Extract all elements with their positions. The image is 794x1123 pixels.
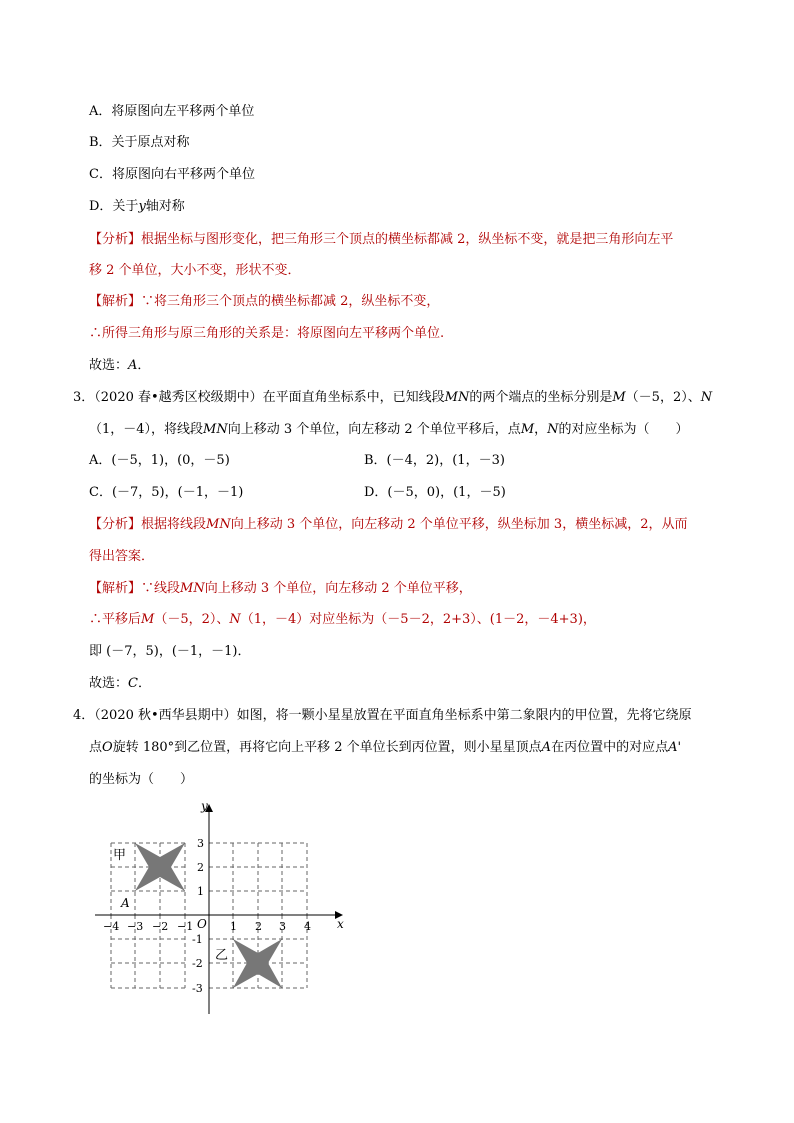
option-d-suffix: 轴对称: [145, 199, 185, 214]
x-tick-label: −4: [103, 920, 120, 933]
solution-text: ∴平移后: [89, 612, 142, 627]
solution-text: ∵线段: [141, 581, 181, 596]
option-b: B．关于原点对称: [89, 135, 190, 150]
analysis-text: 根据将线段: [141, 517, 207, 532]
answer-suffix: ．: [137, 676, 151, 691]
label-point-a: A: [121, 896, 130, 910]
segment-mn: MN: [180, 581, 205, 596]
coordinate-figure: [85, 800, 365, 1020]
segment-mn: MN: [203, 422, 228, 437]
option-d-prefix: D．关于: [89, 199, 139, 214]
solution-tag: 【解析】: [89, 581, 142, 596]
q3-stem-line2: [89, 421, 689, 439]
x-tick-label: 2: [255, 920, 262, 933]
q3-stem-text: 的两个端点的坐标分别是: [469, 390, 613, 405]
q3-analysis-line1: [89, 516, 687, 534]
q2-analysis-line2: 移 2 个单位，大小不变，形状不变．: [89, 263, 301, 278]
point-n: N: [700, 390, 713, 405]
label-yi: 乙: [215, 948, 229, 963]
y-tick-label: -2: [192, 957, 203, 970]
y-tick-label: 3: [197, 837, 204, 850]
q4-stem-text: 在丙位置中的对应点: [551, 740, 669, 755]
answer-letter: A: [128, 358, 138, 373]
x-tick-label: 4: [304, 920, 311, 933]
q4-stem-line2: [89, 739, 681, 757]
q3-stem-text: （1，－4），将线段: [89, 422, 204, 437]
answer-prefix: 故选：: [89, 358, 129, 373]
q3-stem-text: 的对应坐标为（ ）: [558, 422, 689, 437]
segment-mn: MN: [206, 517, 231, 532]
q3-stem-text: 3．（2020 春•越秀区校级期中）在平面直角坐标系中，已知线段: [73, 390, 445, 405]
analysis-text: 向上移动 3 个单位，向左移动 2 个单位平移，纵坐标加 3，横坐标减，2，从而: [230, 517, 688, 532]
coordinate-plane-svg: [85, 800, 365, 1020]
q4-stem-line3: 的坐标为（ ）: [89, 772, 194, 787]
y-tick-label: -1: [192, 933, 203, 946]
q2-answer: [89, 357, 150, 375]
option-d-var: y: [138, 199, 146, 214]
point-m: M: [520, 422, 535, 437]
y-tick-label: -3: [192, 982, 203, 995]
x-axis-label: x: [337, 917, 344, 931]
q2-analysis-line1: [89, 231, 673, 249]
solution-text: ∵将三角形三个顶点的横坐标都减 2，纵坐标不变，: [141, 294, 440, 309]
solution-text: 向上移动 3 个单位，向左移动 2 个单位平移，: [204, 581, 472, 596]
option-a: A．将原图向左平移两个单位: [89, 104, 255, 119]
q3-stem-text: 向上移动 3 个单位，向左移动 2 个单位平移后，点: [227, 422, 521, 437]
x-tick-label: 1: [230, 920, 237, 933]
x-tick-label: −1: [177, 920, 194, 933]
y-tick-label: 2: [197, 861, 204, 874]
analysis-tag: 【分析】: [89, 517, 142, 532]
q3-option-a: A．(－5，1)，(0，－5): [89, 453, 230, 468]
q3-solution-line1: [89, 580, 472, 598]
q3-option-c: C．(－7，5)，(－1，－1): [89, 485, 244, 500]
x-tick-label: −3: [127, 920, 144, 933]
option-d: [89, 198, 185, 216]
solution-tag: 【解析】: [89, 294, 142, 309]
q3-solution-line2: [89, 611, 596, 629]
q4-stem-text: 点: [89, 740, 103, 755]
point-n: N: [229, 612, 241, 627]
y-tick-label: 1: [197, 885, 204, 898]
q2-solution-line1: [89, 293, 439, 311]
q3-answer: [89, 675, 151, 693]
y-tick-labels: [192, 837, 204, 995]
x-tick-labels: [103, 920, 311, 933]
point-a: A: [541, 740, 552, 755]
point-a-prime: A': [668, 740, 682, 755]
q3-analysis-line2: 得出答案．: [89, 549, 155, 564]
solution-text: （1，－4）对应坐标为（－5－2，2+3）、(1－2，－4+3)，: [240, 612, 596, 627]
point-o: O: [102, 740, 113, 755]
origin-label: O: [197, 917, 207, 931]
solution-text: （－5，2）、: [154, 612, 230, 627]
x-tick-label: −2: [152, 920, 169, 933]
label-jia: 甲: [113, 848, 127, 863]
option-c: C．将原图向右平移两个单位: [89, 167, 255, 182]
y-axis-label: y: [201, 800, 208, 813]
q3-option-b: B．(－4，2)，(1，－3): [364, 453, 505, 468]
q3-stem-text: （－5，2）、: [625, 390, 701, 405]
answer-letter: C: [128, 676, 138, 691]
segment-mn: MN: [444, 390, 470, 405]
point-n: N: [547, 422, 559, 437]
q4-stem-line1: 4．（2020 秋•西华县期中）如图，将一颗小星星放置在平面直角坐标系中第二象限内的甲位置，先将它绕原: [73, 708, 692, 723]
point-m: M: [141, 612, 155, 627]
q3-stem-text: ，: [534, 422, 548, 437]
answer-suffix: ．: [137, 358, 151, 373]
answer-prefix: 故选：: [89, 676, 129, 691]
analysis-text: 根据坐标与图形变化，把三角形三个顶点的横坐标都减 2，纵坐标不变，就是把三角形向左平: [141, 232, 674, 247]
q3-stem-line1: [73, 389, 712, 407]
x-tick-label: 3: [279, 920, 286, 933]
q2-solution-line2: ∴所得三角形与原三角形的关系是：将原图向左平移两个单位.: [89, 326, 445, 341]
q3-option-d: D．(－5，0)，(1，－5): [364, 485, 506, 500]
point-m: M: [612, 390, 626, 405]
analysis-tag: 【分析】: [89, 232, 142, 247]
q4-stem-text: 旋转 180°到乙位置，再将它向上平移 2 个单位长到丙位置，则小星星顶点: [112, 740, 542, 755]
q3-solution-line3: 即 (－7，5)，(－1，－1)．: [89, 644, 251, 659]
